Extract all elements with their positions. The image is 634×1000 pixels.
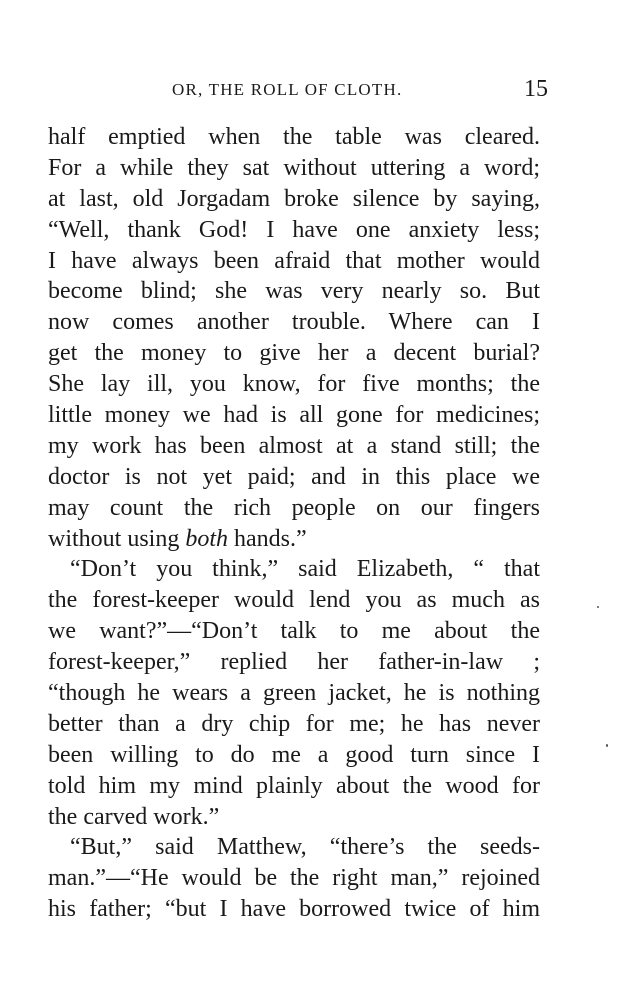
text-line: forest-keeper,” replied her father-in-law ; [48, 649, 540, 676]
text-line: half emptied when the table was cleared. [48, 124, 540, 150]
text-line: at last, old Jorgadam broke silence by saying, [48, 185, 540, 212]
text-line: become blind; she was very nearly so. But [48, 278, 540, 305]
text-line: get the money to give her a decent burial? [48, 340, 540, 367]
text-line: “though he wears a green jacket, he is nothing [48, 680, 540, 707]
text-line: his father; “but I have borrowed twice of him [48, 896, 540, 923]
paper-speck [597, 606, 599, 608]
text-line: doctor is not yet paid; and in this place we [48, 463, 540, 490]
text-line: I have always been afraid that mother would [48, 247, 540, 274]
running-head [48, 76, 548, 106]
text-line: the carved work.” [48, 803, 220, 830]
line-segment: without using [48, 525, 186, 552]
italic-word: both [185, 525, 229, 552]
paper-speck [606, 744, 608, 747]
text-line: the forest-keeper would lend you as much as [48, 587, 540, 614]
text-line: we want?”—“Don’t talk to me about the [48, 618, 540, 645]
running-title: OR, THE ROLL OF CLOTH. [172, 80, 403, 99]
text-line: man.”—“He would be the right man,” rejoined [48, 865, 540, 892]
text-line: For a while they sat without uttering a word; [48, 154, 540, 181]
line-segment: hands.” [228, 525, 307, 552]
text-line: told him my mind plainly about the wood for [48, 772, 540, 799]
text-line: now comes another trouble. Where can I [48, 309, 540, 336]
text-line: may count the rich people on our fingers [48, 494, 540, 521]
text-line: “Well, thank God! I have one anxiety less; [48, 216, 540, 243]
text-line: my work has been almost at a stand still; the [48, 432, 540, 459]
text-line: better than a dry chip for me; he has never [48, 710, 540, 737]
text-line-with-italic [48, 524, 540, 555]
text-line: been willing to do me a good turn since I [48, 741, 540, 768]
paragraph-start-line: “But,” said Matthew, “there’s the seeds- [70, 834, 540, 861]
page-number: 15 [524, 76, 548, 102]
text-line: little money we had is all gone for medicines; [48, 402, 540, 429]
body-text [48, 122, 540, 925]
text-line: She lay ill, you know, for five months; the [48, 371, 540, 398]
paragraph-start-line: “Don’t you think,” said Elizabeth, “ that [70, 556, 540, 583]
